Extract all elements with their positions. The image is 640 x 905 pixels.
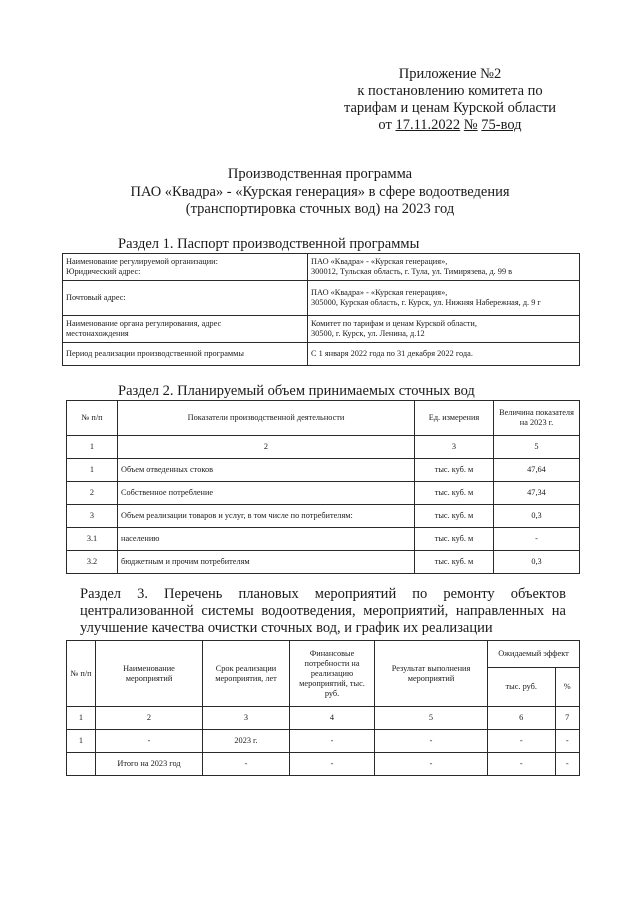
total-finance: - [290, 753, 375, 776]
column-header: Наименование мероприятий [96, 641, 203, 707]
passport-label: Юридический адрес: [66, 267, 141, 276]
table-row [67, 528, 580, 551]
passport-value: С 1 января 2022 года по 31 декабря 2022 года. [311, 349, 473, 358]
indicator-name: Объем отведенных стоков [118, 459, 415, 482]
index-cell: 2 [118, 436, 415, 459]
row-number [67, 753, 96, 776]
table-header-row [67, 401, 580, 436]
appendix-date-line [300, 117, 600, 134]
passport-label-cell [63, 343, 308, 366]
passport-value: ПАО «Квадра» - «Курская генерация», [311, 257, 448, 266]
indicator-name: бюджетным и прочим потребителям [118, 551, 415, 574]
passport-label: Период реализации производственной программы [66, 349, 244, 358]
index-row [67, 436, 580, 459]
unit: тыс. куб. м [415, 551, 494, 574]
event-effect-pct: - [555, 730, 580, 753]
table-header-row [67, 641, 580, 668]
index-cell: 5 [375, 707, 488, 730]
index-cell: 2 [96, 707, 203, 730]
passport-label-cell [63, 254, 308, 281]
column-header: Показатели производственной деятельности [118, 401, 415, 436]
event-name: - [96, 730, 203, 753]
table-row [63, 316, 580, 343]
index-cell: 1 [67, 707, 96, 730]
event-finance: - [290, 730, 375, 753]
appendix-number: 75-вод [481, 117, 522, 133]
passport-value-cell [308, 281, 580, 316]
indicator-value: 47,64 [494, 459, 580, 482]
column-header: № п/п [67, 401, 118, 436]
row-number: 3.2 [67, 551, 118, 574]
event-result: - [375, 730, 488, 753]
section3-heading-line-1: Раздел 3. Перечень плановых мероприятий по ремонту объектов [80, 586, 566, 602]
index-row [67, 707, 580, 730]
table-total-row [67, 753, 580, 776]
column-header: Величина показателя на 2023 г. [494, 401, 580, 436]
table-row [67, 730, 580, 753]
volume-table [66, 400, 580, 574]
program-title-line-3: (транспортировка сточных вод) на 2023 год [185, 201, 455, 217]
section3-heading [80, 586, 566, 637]
passport-label: местонахождения [66, 329, 129, 338]
appendix-line-3: тарифам и ценам Курской области [343, 100, 557, 116]
appendix-header [300, 66, 600, 134]
appendix-date: 17.11.2022 [395, 117, 461, 133]
passport-value: 300012, Тульская область, г. Тула, ул. Тимирязева, д. 99 в [311, 267, 513, 276]
passport-value: ПАО «Квадра» - «Курская генерация», [311, 288, 448, 297]
row-number: 2 [67, 482, 118, 505]
table-row [63, 343, 580, 366]
row-number: 1 [67, 730, 96, 753]
section3-heading-line-3: улучшение качества очистки сточных вод, и график их реализации [80, 620, 493, 636]
total-term: - [203, 753, 290, 776]
column-header: тыс. руб. [488, 668, 556, 707]
indicator-name: Собственное потребление [118, 482, 415, 505]
passport-label-cell [63, 281, 308, 316]
table-row [63, 281, 580, 316]
index-cell: 3 [415, 436, 494, 459]
index-cell: 4 [290, 707, 375, 730]
table-row [67, 459, 580, 482]
column-header: % [555, 668, 580, 707]
index-cell: 7 [555, 707, 580, 730]
indicator-value: 0,3 [494, 505, 580, 528]
passport-value: 30500, г. Курск, ул. Ленина, д.12 [311, 329, 425, 338]
passport-value: Комитет по тарифам и ценам Курской области, [311, 319, 477, 328]
indicator-value: 47,34 [494, 482, 580, 505]
passport-value-cell [308, 343, 580, 366]
appendix-line-2: к постановлению комитета по [357, 83, 543, 99]
table-row [67, 482, 580, 505]
appendix-from: от [378, 117, 392, 133]
section1-heading: Раздел 1. Паспорт производственной программы [118, 236, 420, 252]
passport-label-cell [63, 316, 308, 343]
column-header: Срок реализации мероприятия, лет [203, 641, 290, 707]
passport-value-cell [308, 316, 580, 343]
row-number: 1 [67, 459, 118, 482]
column-header: Ед. измерения [415, 401, 494, 436]
row-number: 3 [67, 505, 118, 528]
total-result: - [375, 753, 488, 776]
index-cell: 5 [494, 436, 580, 459]
total-effect-pct: - [555, 753, 580, 776]
column-header: № п/п [67, 641, 96, 707]
index-cell: 1 [67, 436, 118, 459]
indicator-value: 0,3 [494, 551, 580, 574]
event-term: 2023 г. [203, 730, 290, 753]
appendix-number-sign: № [463, 117, 478, 133]
program-title-line-1: Производственная программа [227, 166, 413, 182]
program-title-line-2: ПАО «Квадра» - «Курская генерация» в сфере водоотведения [130, 183, 510, 200]
passport-label: Наименование регулируемой организации: [66, 257, 218, 266]
table-row [67, 551, 580, 574]
row-number: 3.1 [67, 528, 118, 551]
unit: тыс. куб. м [415, 482, 494, 505]
passport-label: Наименование органа регулирования, адрес [66, 319, 222, 328]
program-title [80, 166, 560, 219]
total-effect-rub: - [488, 753, 556, 776]
column-header: Ожидаемый эффект [488, 641, 580, 668]
indicator-value: - [494, 528, 580, 551]
table-row [67, 505, 580, 528]
index-cell: 6 [488, 707, 556, 730]
events-table [66, 640, 580, 776]
appendix-title: Приложение №2 [398, 66, 502, 82]
passport-value: 305000, Курская область, г. Курск, ул. Нижняя Набережная, д. 9 г [311, 298, 541, 307]
passport-label: Почтовый адрес: [66, 293, 126, 302]
column-header: Финансовые потребности на реализацию мероприятий, тыс. руб. [290, 641, 375, 707]
unit: тыс. куб. м [415, 505, 494, 528]
indicator-name: населению [118, 528, 415, 551]
event-effect-rub: - [488, 730, 556, 753]
section2-heading: Раздел 2. Планируемый объем принимаемых сточных вод [118, 383, 475, 399]
index-cell: 3 [203, 707, 290, 730]
table-row [63, 254, 580, 281]
passport-table [62, 253, 580, 366]
total-label: Итого на 2023 год [96, 753, 203, 776]
passport-value-cell [308, 254, 580, 281]
indicator-name: Объем реализации товаров и услуг, в том числе по потребителям: [118, 505, 415, 528]
section3-heading-line-2: централизованной системы водоотведения, мероприятий, направленных на [80, 603, 566, 619]
unit: тыс. куб. м [415, 528, 494, 551]
column-header: Результат выполнения мероприятий [375, 641, 488, 707]
unit: тыс. куб. м [415, 459, 494, 482]
